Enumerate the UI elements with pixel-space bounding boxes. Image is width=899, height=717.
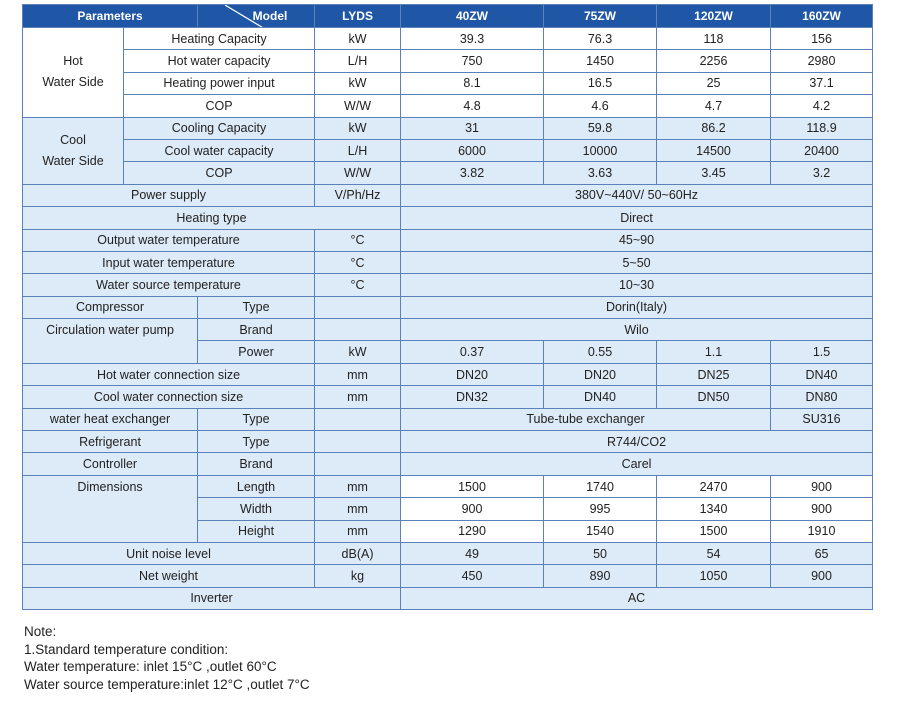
value-cell: DN25 xyxy=(657,363,771,385)
header-120zw: 120ZW xyxy=(657,5,771,28)
value-cell: 50 xyxy=(544,542,657,564)
unit-cell: mm xyxy=(315,498,401,520)
header-40zw: 40ZW xyxy=(401,5,544,28)
sub-label: Brand xyxy=(198,319,315,341)
value-cell: DN40 xyxy=(771,363,873,385)
value-cell: 37.1 xyxy=(771,72,873,94)
value-cell: 59.8 xyxy=(544,117,657,139)
value-cell: AC xyxy=(401,587,873,609)
value-cell: 20400 xyxy=(771,139,873,161)
unit-cell: L/H xyxy=(315,50,401,72)
sub-label: Type xyxy=(198,408,315,430)
value-cell: 1340 xyxy=(657,498,771,520)
header-lyds: LYDS xyxy=(315,5,401,28)
header-model xyxy=(198,5,315,28)
table-row xyxy=(23,274,873,296)
value-cell: 65 xyxy=(771,542,873,564)
sub-label: Length xyxy=(198,475,315,497)
unit-cell: mm xyxy=(315,386,401,408)
unit-cell: kW xyxy=(315,72,401,94)
value-cell: 2256 xyxy=(657,50,771,72)
sub-label: Type xyxy=(198,296,315,318)
value-cell: R744/CO2 xyxy=(401,431,873,453)
table-row xyxy=(23,95,873,117)
value-cell: DN80 xyxy=(771,386,873,408)
row-label xyxy=(23,475,198,542)
note-title: Note: xyxy=(24,624,57,639)
unit-cell: dB(A) xyxy=(315,542,401,564)
value-cell: Dorin(Italy) xyxy=(401,296,873,318)
row-label: COP xyxy=(124,162,315,184)
value-cell: 31 xyxy=(401,117,544,139)
value-cell: 995 xyxy=(544,498,657,520)
note-block xyxy=(24,623,310,693)
table-row xyxy=(23,28,873,50)
value-cell: 1.1 xyxy=(657,341,771,363)
dimensions-label: Dimensions xyxy=(77,479,143,494)
table-row xyxy=(23,229,873,251)
sub-label: Width xyxy=(198,498,315,520)
unit-cell xyxy=(315,408,401,430)
unit-cell: mm xyxy=(315,520,401,542)
table-row xyxy=(23,72,873,94)
value-cell: 45~90 xyxy=(401,229,873,251)
value-cell: 3.45 xyxy=(657,162,771,184)
value-cell: Direct xyxy=(401,207,873,229)
value-cell: 5~50 xyxy=(401,251,873,273)
table-row xyxy=(23,542,873,564)
table-row xyxy=(23,587,873,609)
value-cell: 54 xyxy=(657,542,771,564)
value-cell: 4.2 xyxy=(771,95,873,117)
value-cell: 86.2 xyxy=(657,117,771,139)
row-label: Hot water connection size xyxy=(23,363,315,385)
header-75zw: 75ZW xyxy=(544,5,657,28)
value-cell: 1.5 xyxy=(771,341,873,363)
unit-cell: mm xyxy=(315,475,401,497)
value-cell: 2980 xyxy=(771,50,873,72)
value-cell: 14500 xyxy=(657,139,771,161)
header-160zw: 160ZW xyxy=(771,5,873,28)
table-row xyxy=(23,475,873,497)
row-label: Input water temperature xyxy=(23,251,315,273)
value-cell: 1450 xyxy=(544,50,657,72)
header-parameters: Parameters xyxy=(23,5,198,28)
unit-cell: °C xyxy=(315,229,401,251)
table-row xyxy=(23,139,873,161)
table-row xyxy=(23,296,873,318)
spec-table xyxy=(22,4,873,610)
value-cell: 39.3 xyxy=(401,28,544,50)
value-cell: SU316 xyxy=(771,408,873,430)
value-cell: Wilo xyxy=(401,319,873,341)
value-cell: 76.3 xyxy=(544,28,657,50)
row-label: Compressor xyxy=(23,296,198,318)
header-model-label: Model xyxy=(252,9,288,23)
table-row xyxy=(23,565,873,587)
row-label: Heating power input xyxy=(124,72,315,94)
value-cell: 8.1 xyxy=(401,72,544,94)
value-cell: 900 xyxy=(771,498,873,520)
value-cell: 118.9 xyxy=(771,117,873,139)
unit-cell: V/Ph/Hz xyxy=(315,184,401,206)
value-cell: Carel xyxy=(401,453,873,475)
table-row xyxy=(23,50,873,72)
cool-water-side-group: Cool Water Side xyxy=(23,117,124,184)
value-cell: 0.37 xyxy=(401,341,544,363)
row-label: Power supply xyxy=(23,184,315,206)
row-label: Unit noise level xyxy=(23,542,315,564)
value-cell: DN32 xyxy=(401,386,544,408)
row-label: Cool water connection size xyxy=(23,386,315,408)
value-cell: 4.6 xyxy=(544,95,657,117)
unit-cell xyxy=(315,453,401,475)
value-cell: 900 xyxy=(771,475,873,497)
value-cell: 49 xyxy=(401,542,544,564)
unit-cell: kg xyxy=(315,565,401,587)
table-row xyxy=(23,386,873,408)
row-label: Inverter xyxy=(23,587,401,609)
unit-cell xyxy=(315,431,401,453)
row-label: Net weight xyxy=(23,565,315,587)
hot-water-side-group: Hot Water Side xyxy=(23,28,124,118)
unit-cell: W/W xyxy=(315,162,401,184)
unit-cell xyxy=(315,319,401,341)
table-row xyxy=(23,117,873,139)
value-cell: 16.5 xyxy=(544,72,657,94)
value-cell: 890 xyxy=(544,565,657,587)
value-cell: 10~30 xyxy=(401,274,873,296)
row-label: Cooling Capacity xyxy=(124,117,315,139)
unit-cell: L/H xyxy=(315,139,401,161)
unit-cell: mm xyxy=(315,363,401,385)
value-cell: 3.82 xyxy=(401,162,544,184)
table-row xyxy=(23,363,873,385)
value-cell: 900 xyxy=(401,498,544,520)
value-cell: 900 xyxy=(771,565,873,587)
table-row xyxy=(23,408,873,430)
value-cell: 0.55 xyxy=(544,341,657,363)
value-cell: 4.7 xyxy=(657,95,771,117)
value-cell: DN50 xyxy=(657,386,771,408)
row-label: COP xyxy=(124,95,315,117)
unit-cell: °C xyxy=(315,251,401,273)
unit-cell: °C xyxy=(315,274,401,296)
value-cell: 750 xyxy=(401,50,544,72)
table-row xyxy=(23,453,873,475)
value-cell: Tube-tube exchanger xyxy=(401,408,771,430)
table-row xyxy=(23,207,873,229)
unit-cell xyxy=(315,296,401,318)
pump-label: Circulation water pump xyxy=(46,323,174,338)
value-cell: 1050 xyxy=(657,565,771,587)
value-cell: 4.8 xyxy=(401,95,544,117)
header-row xyxy=(23,5,873,28)
table-row xyxy=(23,162,873,184)
value-cell: 118 xyxy=(657,28,771,50)
table-row xyxy=(23,319,873,341)
note-line: 1.Standard temperature condition: xyxy=(24,641,229,657)
value-cell: 1290 xyxy=(401,520,544,542)
note-line: Water source temperature:inlet 12°C ,outlet 7°C xyxy=(24,676,310,692)
sub-label: Type xyxy=(198,431,315,453)
value-cell: DN20 xyxy=(401,363,544,385)
row-label: Hot water capacity xyxy=(124,50,315,72)
value-cell: 1740 xyxy=(544,475,657,497)
row-label: water heat exchanger xyxy=(23,408,198,430)
row-label: Heating type xyxy=(23,207,401,229)
value-cell: DN20 xyxy=(544,363,657,385)
value-cell: 156 xyxy=(771,28,873,50)
table-row xyxy=(23,251,873,273)
row-label: Cool water capacity xyxy=(124,139,315,161)
value-cell: DN40 xyxy=(544,386,657,408)
note-line: Water temperature: inlet 15°C ,outlet 60°C xyxy=(24,659,277,674)
value-cell: 6000 xyxy=(401,139,544,161)
unit-cell: kW xyxy=(315,28,401,50)
sub-label: Height xyxy=(198,520,315,542)
value-cell: 1500 xyxy=(401,475,544,497)
sub-label: Brand xyxy=(198,453,315,475)
value-cell: 380V~440V/ 50~60Hz xyxy=(401,184,873,206)
row-label: Output water temperature xyxy=(23,229,315,251)
value-cell: 450 xyxy=(401,565,544,587)
value-cell: 3.63 xyxy=(544,162,657,184)
value-cell: 1910 xyxy=(771,520,873,542)
table-row xyxy=(23,431,873,453)
row-label: Water source temperature xyxy=(23,274,315,296)
row-label xyxy=(23,319,198,364)
row-label: Heating Capacity xyxy=(124,28,315,50)
unit-cell: kW xyxy=(315,117,401,139)
sub-label: Power xyxy=(198,341,315,363)
value-cell: 25 xyxy=(657,72,771,94)
value-cell: 1500 xyxy=(657,520,771,542)
table-row xyxy=(23,184,873,206)
row-label: Refrigerant xyxy=(23,431,198,453)
value-cell: 1540 xyxy=(544,520,657,542)
value-cell: 3.2 xyxy=(771,162,873,184)
unit-cell: kW xyxy=(315,341,401,363)
value-cell: 10000 xyxy=(544,139,657,161)
unit-cell: W/W xyxy=(315,95,401,117)
row-label: Controller xyxy=(23,453,198,475)
value-cell: 2470 xyxy=(657,475,771,497)
